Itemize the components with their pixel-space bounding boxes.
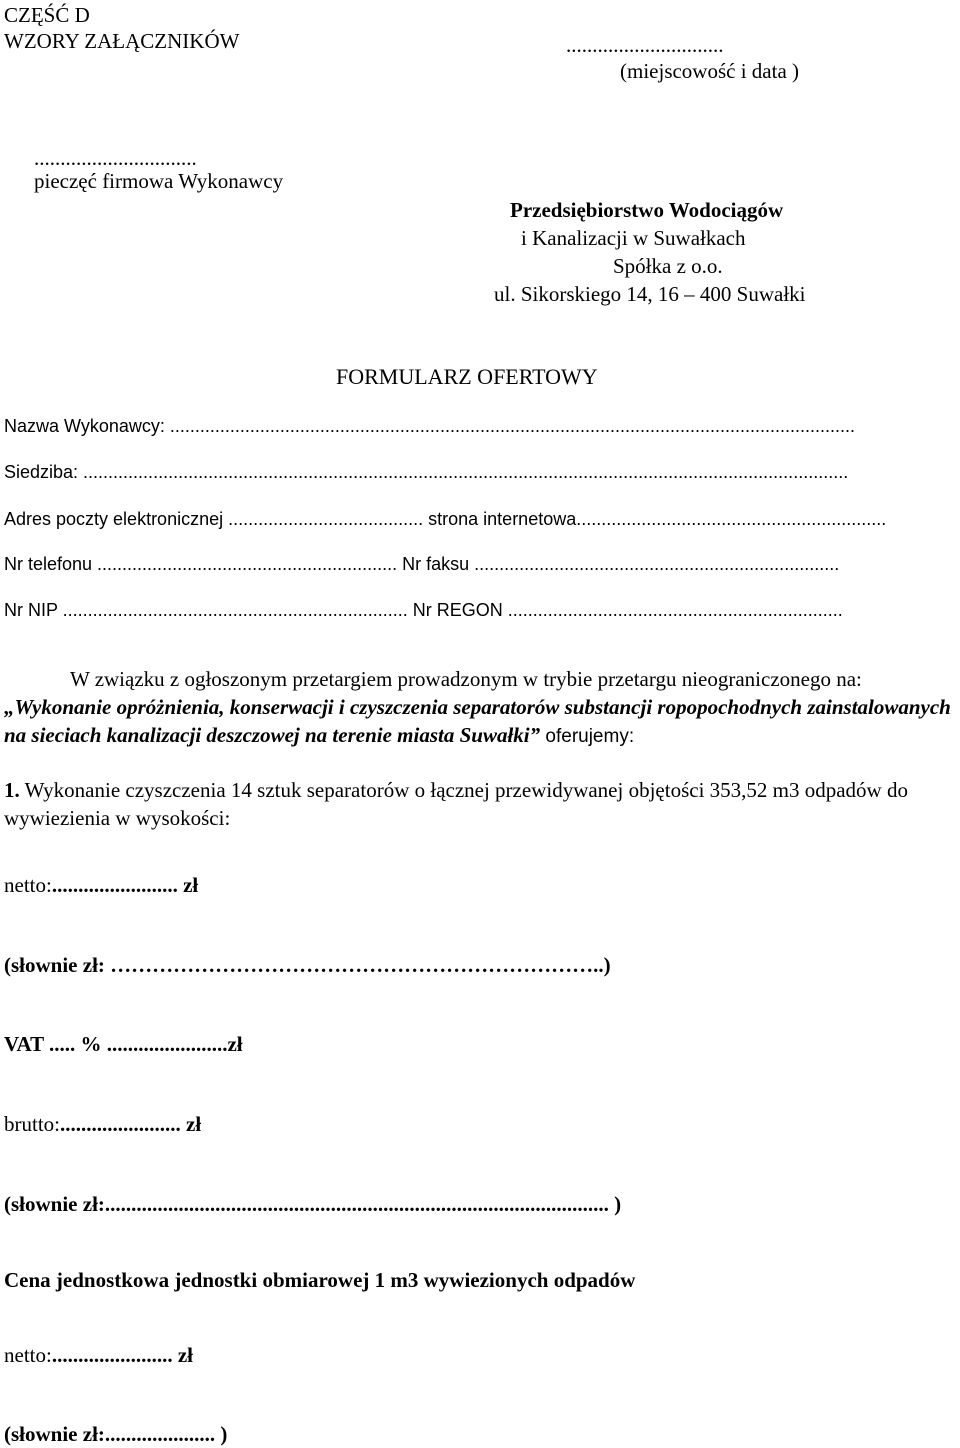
- email-website-field: Adres poczty elektronicznej ....................................... strona internetowa..............................................................: [4, 509, 887, 529]
- place-date-dots: ..............................: [566, 33, 724, 57]
- netto-line: [4, 873, 198, 898]
- netto-value: ........................ zł: [51, 873, 199, 897]
- contractor-name-field: Nazwa Wykonawcy: .........................................................................................................................................: [4, 416, 856, 436]
- contractor-seat-field: Siedziba: .........................................................................................................................................................: [4, 462, 849, 482]
- company-stamp-label: pieczęć firmowa Wykonawcy: [34, 169, 284, 193]
- recipient-line-2: i Kanalizacji w Suwałkach: [521, 226, 746, 250]
- document-section-title: WZORY ZAŁĄCZNIKÓW: [4, 29, 240, 53]
- netto-in-words: (słownie zł: ……………………………………………………………..): [4, 953, 611, 977]
- company-stamp-dots: ...............................: [34, 146, 197, 170]
- offer-intro-closing: oferujemy:: [540, 726, 635, 747]
- brutto-line: [4, 1112, 201, 1137]
- unit-netto-line: [4, 1343, 193, 1368]
- unit-price-heading: Cena jednostkowa jednostki obmiarowej 1 m3 wywiezionych odpadów: [4, 1268, 636, 1292]
- item-1-paragraph: [4, 776, 956, 832]
- vat-value: VAT ..... % .......................zł: [4, 1032, 243, 1056]
- unit-price-in-words: (słownie zł:..................... ): [4, 1422, 228, 1446]
- offer-intro-paragraph: [4, 665, 956, 751]
- recipient-line-3: Spółka z o.o.: [613, 254, 723, 278]
- unit-netto-value: ....................... zł: [51, 1343, 193, 1367]
- brutto-in-words: (słownie zł:................................................................................................ ): [4, 1192, 622, 1216]
- phone-fax-field: Nr telefonu ............................................................ Nr faksu .........................................................................: [4, 554, 840, 574]
- brutto-value: ....................... zł: [60, 1112, 202, 1136]
- tender-subject: „Wykonanie opróżnienia, konserwacji i czyszczenia separatorów substancji ropopochodnych zainstalowanych na sieciach kanalizacji deszczowej na terenie miasta Suwałki”: [4, 695, 951, 747]
- item-1-number: 1.: [4, 778, 20, 802]
- nip-regon-field: Nr NIP ..................................................................... Nr REGON ...................................................................: [4, 600, 843, 620]
- document-part-label: CZĘŚĆ D: [4, 3, 90, 27]
- recipient-line-4: ul. Sikorskiego 14, 16 – 400 Suwałki: [494, 282, 806, 306]
- brutto-label: brutto:: [4, 1112, 60, 1136]
- place-date-label: (miejscowość i data ): [620, 59, 800, 83]
- vat-line: [4, 1032, 243, 1057]
- offer-intro-text: W związku z ogłoszonym przetargiem prowadzonym w trybie przetargu nieograniczonego na:: [70, 667, 862, 691]
- unit-netto-label: netto:: [4, 1343, 52, 1367]
- form-title: FORMULARZ OFERTOWY: [336, 364, 598, 389]
- item-1-text: Wykonanie czyszczenia 14 sztuk separatorów o łącznej przewidywanej objętości 353,52 m3 odpadów do wywiezienia w wysokości:: [4, 778, 908, 830]
- recipient-line-1: Przedsiębiorstwo Wodociągów: [510, 198, 784, 222]
- netto-label: netto:: [4, 873, 52, 897]
